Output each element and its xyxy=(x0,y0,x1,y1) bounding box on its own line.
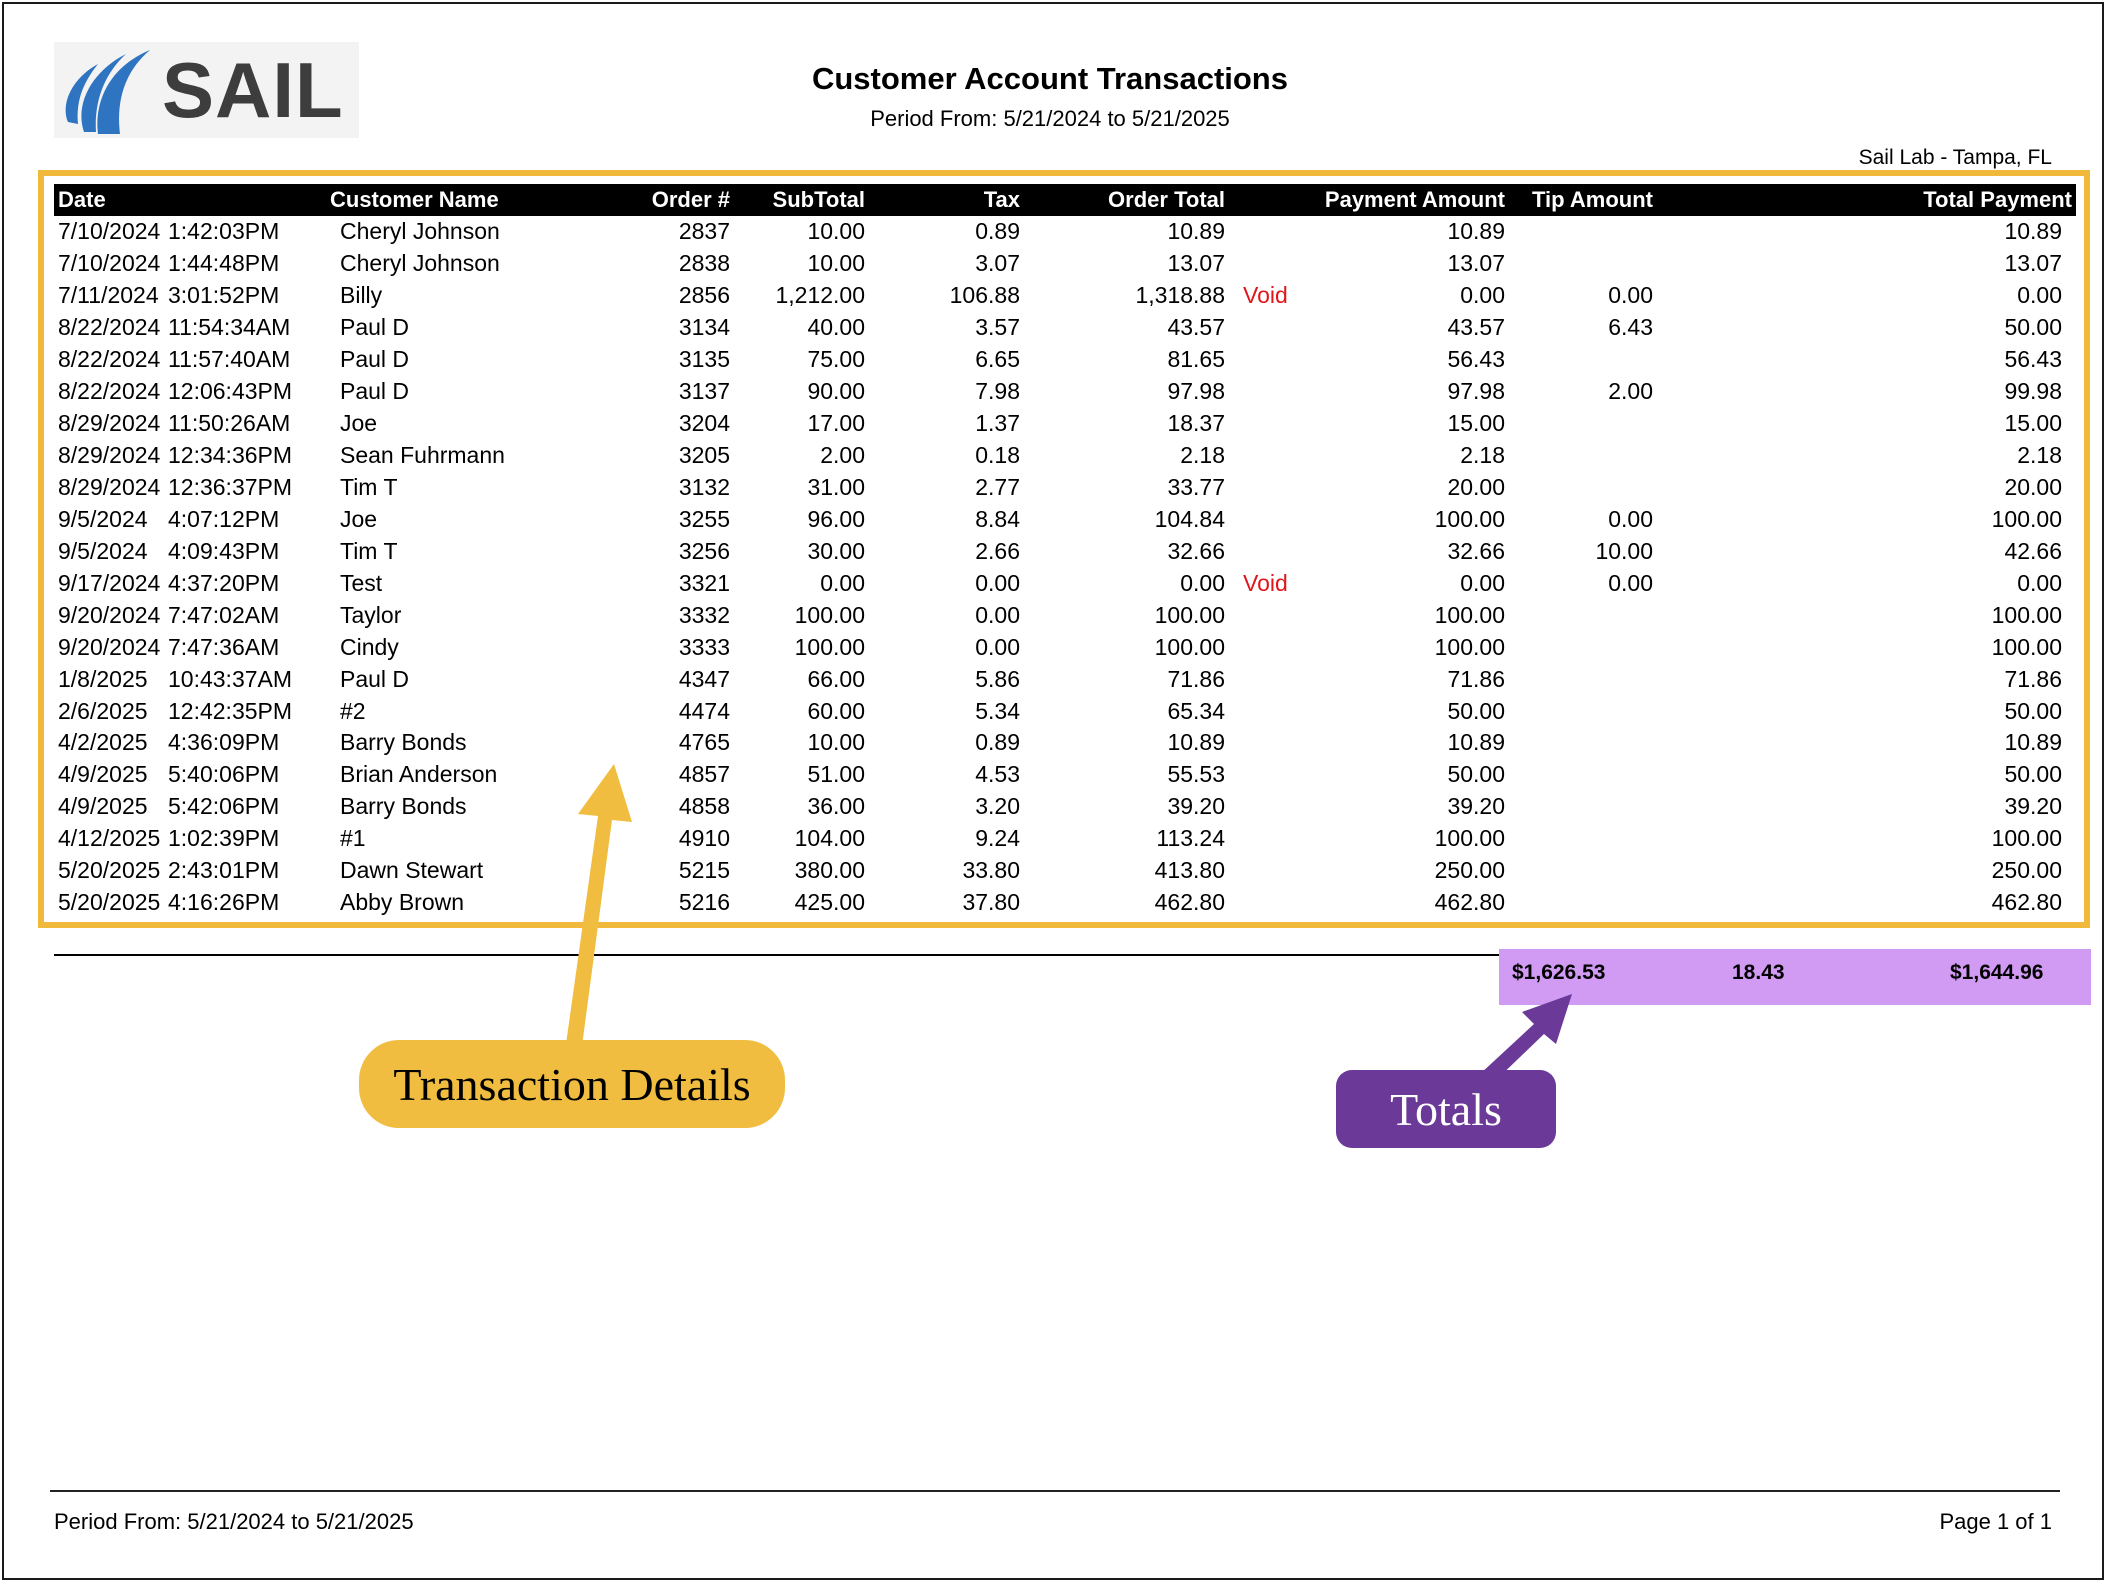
cell-total-payment: 100.00 xyxy=(1991,633,2062,660)
cell-tax: 3.57 xyxy=(975,314,1020,341)
col-header-order-total: Order Total xyxy=(1024,184,1229,216)
cell-tip-amount: 0.00 xyxy=(1608,505,1653,532)
cell-order-total: 13.07 xyxy=(1167,250,1225,277)
cell-order-number: 5216 xyxy=(678,889,730,916)
cell-payment-amount: 20.00 xyxy=(1447,473,1505,500)
cell-payment-amount: 250.00 xyxy=(1434,857,1505,884)
cell-date: 4/9/2025 xyxy=(58,761,148,788)
col-header-order: Order # xyxy=(624,184,734,216)
cell-tax: 0.89 xyxy=(975,218,1020,245)
cell-total-payment: 20.00 xyxy=(2004,473,2062,500)
col-header-total-payment: Total Payment xyxy=(1657,184,2076,216)
cell-time: 3:01:52PM xyxy=(168,282,280,309)
report-page xyxy=(2,2,2104,1580)
cell-void-status: Void xyxy=(1243,282,1288,309)
cell-subtotal: 10.00 xyxy=(807,218,865,245)
cell-total-payment: 39.20 xyxy=(2004,793,2062,820)
cell-order-number: 3134 xyxy=(678,314,730,341)
callout-arrows xyxy=(4,4,2104,1204)
cell-payment-amount: 15.00 xyxy=(1447,410,1505,437)
cell-tax: 37.80 xyxy=(962,889,1020,916)
cell-order-number: 3255 xyxy=(678,505,730,532)
cell-date: 7/10/2024 xyxy=(58,250,161,277)
cell-total-payment: 100.00 xyxy=(1991,601,2062,628)
cell-total-payment: 0.00 xyxy=(2017,569,2062,596)
cell-order-total: 104.84 xyxy=(1154,505,1225,532)
cell-time: 11:50:26AM xyxy=(168,410,291,437)
cell-tax: 8.84 xyxy=(975,505,1020,532)
cell-time: 10:43:37AM xyxy=(168,665,293,692)
cell-subtotal: 10.00 xyxy=(807,250,865,277)
cell-subtotal: 17.00 xyxy=(807,410,865,437)
cell-customer-name: Abby Brown xyxy=(340,889,465,916)
cell-customer-name: Paul D xyxy=(340,665,410,692)
cell-order-total: 413.80 xyxy=(1154,857,1225,884)
cell-date: 4/2/2025 xyxy=(58,729,148,756)
cell-tax: 7.98 xyxy=(975,378,1020,405)
cell-total-payment: 50.00 xyxy=(2004,697,2062,724)
report-period: Period From: 5/21/2024 to 5/21/2025 xyxy=(870,106,1230,131)
cell-payment-amount: 56.43 xyxy=(1447,346,1505,373)
cell-time: 1:44:48PM xyxy=(168,250,280,277)
cell-payment-amount: 100.00 xyxy=(1434,505,1505,532)
cell-customer-name: Taylor xyxy=(340,601,402,628)
cell-total-payment: 100.00 xyxy=(1991,505,2062,532)
cell-date: 8/22/2024 xyxy=(58,346,161,373)
transaction-arrow xyxy=(566,764,632,1046)
cell-date: 1/8/2025 xyxy=(58,665,148,692)
cell-subtotal: 2.00 xyxy=(820,442,865,469)
cell-tax: 0.00 xyxy=(975,569,1020,596)
cell-total-payment: 50.00 xyxy=(2004,314,2062,341)
cell-tax: 0.89 xyxy=(975,729,1020,756)
footer-divider xyxy=(50,1490,2060,1492)
cell-order-total: 18.37 xyxy=(1167,410,1225,437)
cell-date: 4/12/2025 xyxy=(58,825,161,852)
cell-subtotal: 104.00 xyxy=(794,825,865,852)
cell-order-total: 100.00 xyxy=(1154,601,1225,628)
col-header-date: Date xyxy=(54,184,294,216)
total-payment-grand: $1,644.96 xyxy=(1950,961,2044,984)
cell-payment-amount: 50.00 xyxy=(1447,761,1505,788)
cell-total-payment: 10.89 xyxy=(2004,729,2062,756)
cell-order-total: 113.24 xyxy=(1156,825,1225,852)
cell-tax: 2.77 xyxy=(975,473,1020,500)
cell-payment-amount: 462.80 xyxy=(1434,889,1505,916)
cell-order-number: 3137 xyxy=(678,378,730,405)
cell-tip-amount: 10.00 xyxy=(1595,537,1653,564)
cell-date: 9/5/2024 xyxy=(58,505,148,532)
cell-total-payment: 100.00 xyxy=(1991,825,2062,852)
cell-void-status: Void xyxy=(1243,569,1288,596)
cell-payment-amount: 32.66 xyxy=(1447,537,1505,564)
cell-customer-name: Dawn Stewart xyxy=(340,857,484,884)
cell-order-total: 0.00 xyxy=(1180,569,1225,596)
cell-customer-name: #1 xyxy=(340,825,366,852)
cell-time: 4:36:09PM xyxy=(168,729,280,756)
cell-date: 7/10/2024 xyxy=(58,218,161,245)
cell-date: 9/20/2024 xyxy=(58,601,161,628)
cell-total-payment: 15.00 xyxy=(2004,410,2062,437)
cell-subtotal: 31.00 xyxy=(807,473,865,500)
footer-page-number: Page 1 of 1 xyxy=(1939,1509,2052,1534)
cell-order-number: 4910 xyxy=(678,825,730,852)
cell-customer-name: Test xyxy=(340,569,383,596)
cell-subtotal: 60.00 xyxy=(807,697,865,724)
cell-payment-amount: 13.07 xyxy=(1447,250,1505,277)
cell-payment-amount: 100.00 xyxy=(1434,825,1505,852)
cell-customer-name: Tim T xyxy=(340,537,398,564)
cell-time: 7:47:36AM xyxy=(168,633,280,660)
cell-order-total: 55.53 xyxy=(1167,761,1225,788)
cell-tip-amount: 0.00 xyxy=(1608,569,1653,596)
cell-customer-name: Paul D xyxy=(340,314,410,341)
cell-time: 1:42:03PM xyxy=(168,218,280,245)
cell-time: 4:07:12PM xyxy=(168,505,280,532)
col-header-tip: Tip Amount xyxy=(1509,184,1657,216)
cell-tax: 3.07 xyxy=(975,250,1020,277)
cell-order-total: 1,318.88 xyxy=(1135,282,1225,309)
col-header-tax: Tax xyxy=(869,184,1024,216)
cell-customer-name: Sean Fuhrmann xyxy=(340,442,505,469)
cell-date: 2/6/2025 xyxy=(58,697,148,724)
cell-subtotal: 0.00 xyxy=(820,569,865,596)
cell-order-number: 2856 xyxy=(678,282,730,309)
cell-customer-name: Joe xyxy=(340,410,378,437)
cell-time: 5:40:06PM xyxy=(168,761,280,788)
cell-payment-amount: 100.00 xyxy=(1434,601,1505,628)
cell-tax: 9.24 xyxy=(975,825,1020,852)
cell-subtotal: 100.00 xyxy=(794,633,865,660)
cell-order-number: 3132 xyxy=(678,473,730,500)
cell-time: 11:57:40AM xyxy=(168,346,291,373)
cell-order-total: 100.00 xyxy=(1154,633,1225,660)
cell-payment-amount: 100.00 xyxy=(1434,633,1505,660)
cell-tax: 5.34 xyxy=(975,697,1020,724)
cell-customer-name: Barry Bonds xyxy=(340,729,467,756)
transaction-details-callout: Transaction Details xyxy=(359,1040,785,1128)
cell-time: 4:09:43PM xyxy=(168,537,280,564)
cell-payment-amount: 10.89 xyxy=(1447,218,1505,245)
cell-order-total: 43.57 xyxy=(1167,314,1225,341)
cell-subtotal: 100.00 xyxy=(794,601,865,628)
cell-tax: 4.53 xyxy=(975,761,1020,788)
cell-payment-amount: 10.89 xyxy=(1447,729,1505,756)
cell-order-total: 97.98 xyxy=(1167,378,1225,405)
cell-time: 7:47:02AM xyxy=(168,601,280,628)
cell-time: 11:54:34AM xyxy=(168,314,291,341)
cell-total-payment: 462.80 xyxy=(1991,889,2062,916)
col-header-payment: Payment Amount xyxy=(1229,184,1509,216)
cell-payment-amount: 50.00 xyxy=(1447,697,1505,724)
cell-order-number: 4858 xyxy=(678,793,730,820)
cell-subtotal: 10.00 xyxy=(807,729,865,756)
cell-payment-amount: 2.18 xyxy=(1460,442,1505,469)
cell-order-number: 3204 xyxy=(678,410,730,437)
cell-subtotal: 425.00 xyxy=(794,889,865,916)
cell-subtotal: 40.00 xyxy=(807,314,865,341)
cell-subtotal: 75.00 xyxy=(807,346,865,373)
cell-order-total: 2.18 xyxy=(1180,442,1225,469)
cell-tip-amount: 0.00 xyxy=(1608,282,1653,309)
cell-tax: 3.20 xyxy=(975,793,1020,820)
footer-period: Period From: 5/21/2024 to 5/21/2025 xyxy=(54,1509,414,1534)
cell-customer-name: Paul D xyxy=(340,346,410,373)
cell-subtotal: 36.00 xyxy=(807,793,865,820)
cell-order-total: 10.89 xyxy=(1167,218,1225,245)
cell-tip-amount: 6.43 xyxy=(1608,314,1653,341)
cell-order-number: 4765 xyxy=(678,729,730,756)
cell-subtotal: 66.00 xyxy=(807,665,865,692)
col-header-subtotal: SubTotal xyxy=(734,184,869,216)
cell-customer-name: Paul D xyxy=(340,378,410,405)
cell-tax: 0.18 xyxy=(975,442,1020,469)
cell-order-total: 65.34 xyxy=(1167,697,1225,724)
cell-time: 12:36:37PM xyxy=(168,473,293,500)
cell-order-number: 4474 xyxy=(678,697,730,724)
cell-customer-name: #2 xyxy=(340,697,366,724)
cell-order-number: 2837 xyxy=(678,218,730,245)
cell-date: 8/22/2024 xyxy=(58,378,161,405)
cell-tax: 106.88 xyxy=(949,282,1020,309)
cell-time: 1:02:39PM xyxy=(168,825,280,852)
cell-customer-name: Billy xyxy=(340,282,383,309)
cell-order-total: 462.80 xyxy=(1154,889,1225,916)
cell-tip-amount: 2.00 xyxy=(1608,378,1653,405)
cell-tax: 33.80 xyxy=(962,857,1020,884)
cell-time: 5:42:06PM xyxy=(168,793,280,820)
cell-tax: 0.00 xyxy=(975,633,1020,660)
cell-total-payment: 99.98 xyxy=(2004,378,2062,405)
cell-payment-amount: 43.57 xyxy=(1447,314,1505,341)
cell-subtotal: 51.00 xyxy=(807,761,865,788)
cell-tax: 5.86 xyxy=(975,665,1020,692)
cell-subtotal: 96.00 xyxy=(807,505,865,532)
cell-subtotal: 1,212.00 xyxy=(775,282,865,309)
cell-time: 4:37:20PM xyxy=(168,569,280,596)
cell-total-payment: 71.86 xyxy=(2004,665,2062,692)
cell-order-total: 32.66 xyxy=(1167,537,1225,564)
report-title: Customer Account Transactions xyxy=(811,61,1288,96)
cell-tax: 6.65 xyxy=(975,346,1020,373)
cell-time: 12:06:43PM xyxy=(168,378,293,405)
cell-time: 4:16:26PM xyxy=(168,889,280,916)
cell-date: 8/29/2024 xyxy=(58,442,161,469)
total-tip-amount: 18.43 xyxy=(1732,961,1785,984)
cell-customer-name: Cindy xyxy=(340,633,399,660)
cell-total-payment: 50.00 xyxy=(2004,761,2062,788)
cell-subtotal: 30.00 xyxy=(807,537,865,564)
cell-order-total: 39.20 xyxy=(1167,793,1225,820)
cell-total-payment: 10.89 xyxy=(2004,218,2062,245)
cell-total-payment: 2.18 xyxy=(2017,442,2062,469)
cell-order-total: 81.65 xyxy=(1167,346,1225,373)
cell-total-payment: 42.66 xyxy=(2004,537,2062,564)
cell-order-number: 4347 xyxy=(678,665,730,692)
cell-order-number: 3256 xyxy=(678,537,730,564)
cell-total-payment: 250.00 xyxy=(1991,857,2062,884)
cell-date: 9/5/2024 xyxy=(58,537,148,564)
cell-date: 9/20/2024 xyxy=(58,633,161,660)
cell-date: 8/29/2024 xyxy=(58,410,161,437)
cell-time: 12:42:35PM xyxy=(168,697,293,724)
cell-tax: 1.37 xyxy=(975,410,1020,437)
cell-total-payment: 56.43 xyxy=(2004,346,2062,373)
cell-date: 7/11/2024 xyxy=(58,282,159,309)
logo-text: SAIL xyxy=(162,46,344,134)
cell-payment-amount: 71.86 xyxy=(1447,665,1505,692)
cell-customer-name: Cheryl Johnson xyxy=(340,250,500,277)
report-location: Sail Lab - Tampa, FL xyxy=(1858,146,2052,169)
totals-callout: Totals xyxy=(1336,1070,1556,1148)
cell-time: 2:43:01PM xyxy=(168,857,280,884)
total-payment-amount: $1,626.53 xyxy=(1512,961,1606,984)
cell-order-number: 5215 xyxy=(678,857,730,884)
cell-order-number: 3205 xyxy=(678,442,730,469)
cell-order-number: 4857 xyxy=(678,761,730,788)
cell-subtotal: 380.00 xyxy=(794,857,865,884)
cell-order-number: 3135 xyxy=(678,346,730,373)
col-header-customer: Customer Name xyxy=(294,184,624,216)
cell-order-number: 3321 xyxy=(678,569,730,596)
cell-customer-name: Cheryl Johnson xyxy=(340,218,500,245)
cell-subtotal: 90.00 xyxy=(807,378,865,405)
cell-time: 12:34:36PM xyxy=(168,442,293,469)
cell-payment-amount: 0.00 xyxy=(1460,282,1505,309)
cell-payment-amount: 0.00 xyxy=(1460,569,1505,596)
cell-customer-name: Barry Bonds xyxy=(340,793,467,820)
cell-total-payment: 0.00 xyxy=(2017,282,2062,309)
cell-order-total: 10.89 xyxy=(1167,729,1225,756)
cell-tax: 2.66 xyxy=(975,537,1020,564)
cell-date: 5/20/2025 xyxy=(58,857,161,884)
cell-date: 5/20/2025 xyxy=(58,889,161,916)
cell-date: 8/22/2024 xyxy=(58,314,161,341)
cell-date: 9/17/2024 xyxy=(58,569,161,596)
cell-order-number: 2838 xyxy=(678,250,730,277)
cell-order-total: 71.86 xyxy=(1167,665,1225,692)
cell-customer-name: Tim T xyxy=(340,473,398,500)
cell-order-total: 33.77 xyxy=(1167,473,1225,500)
cell-total-payment: 13.07 xyxy=(2004,250,2062,277)
cell-date: 4/9/2025 xyxy=(58,793,148,820)
cell-payment-amount: 97.98 xyxy=(1447,378,1505,405)
cell-order-number: 3332 xyxy=(678,601,730,628)
cell-payment-amount: 39.20 xyxy=(1447,793,1505,820)
cell-order-number: 3333 xyxy=(678,633,730,660)
cell-customer-name: Joe xyxy=(340,505,378,532)
cell-date: 8/29/2024 xyxy=(58,473,161,500)
cell-customer-name: Brian Anderson xyxy=(340,761,498,788)
cell-tax: 0.00 xyxy=(975,601,1020,628)
